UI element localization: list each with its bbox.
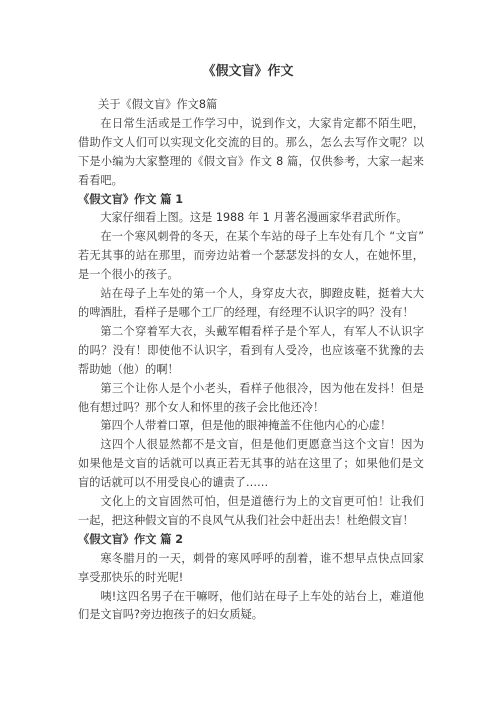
section-1-paragraph: 这四个人很显然都不是文盲，但是他们更愿意当这个文盲！因为如果他是文盲的话就可以真正若无其事的站在这里了；如果他们是文盲的话就可以不用受良心的谴责了……	[78, 438, 424, 490]
section-1-paragraph: 第三个让你人是个小老头，看样子他很冷，因为他在发抖！但是他有想过吗？那个女人和怀里的孩子会比他还冷！	[78, 381, 424, 414]
intro-line: 关于《假文盲》作文8篇	[98, 98, 218, 111]
section-2-heading: 《假文盲》作文 篇 2	[78, 532, 184, 546]
section-2-paragraph: 咦!这四名男子在干嘛呀，他们站在母子上车处的站台上，难道他们是文盲吗?旁边抱孩子的妇女质疑。	[78, 589, 424, 622]
section-1-paragraph: 第二个穿着军大衣，头戴军帽看样子是个军人，有军人不认识字的吗？没有！即使他不认识字，看到有人受冷，也应该毫不犹豫的去帮助她（他）的啊！	[78, 324, 424, 376]
document-title: 《假文盲》作文	[202, 64, 294, 79]
section-1-paragraph: 第四个人带着口罩，但是他的眼神掩盖不住他内心的心虚！	[100, 419, 392, 433]
document-body	[78, 96, 424, 625]
section-1-paragraph: 大家仔细看上图。这是 1988 年 1 月著名漫画家华君武所作。	[100, 211, 408, 225]
section-1-paragraph: 在一个寒风刺骨的冬天，在某个车站的母子上车处有几个 “文盲” 若无其事的站在那里，而旁边站着一个瑟瑟发抖的女人，在她怀里，是一个很小的孩子。	[78, 230, 424, 282]
section-1-paragraph: 文化上的文盲固然可怕，但是道德行为上的文盲更可怕！让我们一起，把这种假文盲的不良风气从我们社会中赶出去！杜绝假文盲！	[78, 495, 424, 527]
section-2-paragraph: 寒冬腊月的一天，刺骨的寒风呼呼的刮着，谁不想早点快点回家享受那快乐的时光呢!	[78, 551, 424, 584]
section-1-heading: 《假文盲》作文 篇 1	[78, 192, 184, 206]
preface-paragraph: 在日常生活或是工作学习中，说到作文，大家肯定都不陌生吧，借助作文人们可以实现文化交流的目的。那么，怎么去写作文呢？以下是小编为大家整理的《假文盲》作文 8 篇，仅供参考，大家一起来看看吧。	[78, 116, 424, 187]
section-1-paragraph: 站在母子上车处的第一个人，身穿皮大衣，脚蹬皮鞋，挺着大大的啤酒肚，看样子是哪个工厂的经理，有经理不认识字的吗？没有！	[78, 287, 424, 319]
